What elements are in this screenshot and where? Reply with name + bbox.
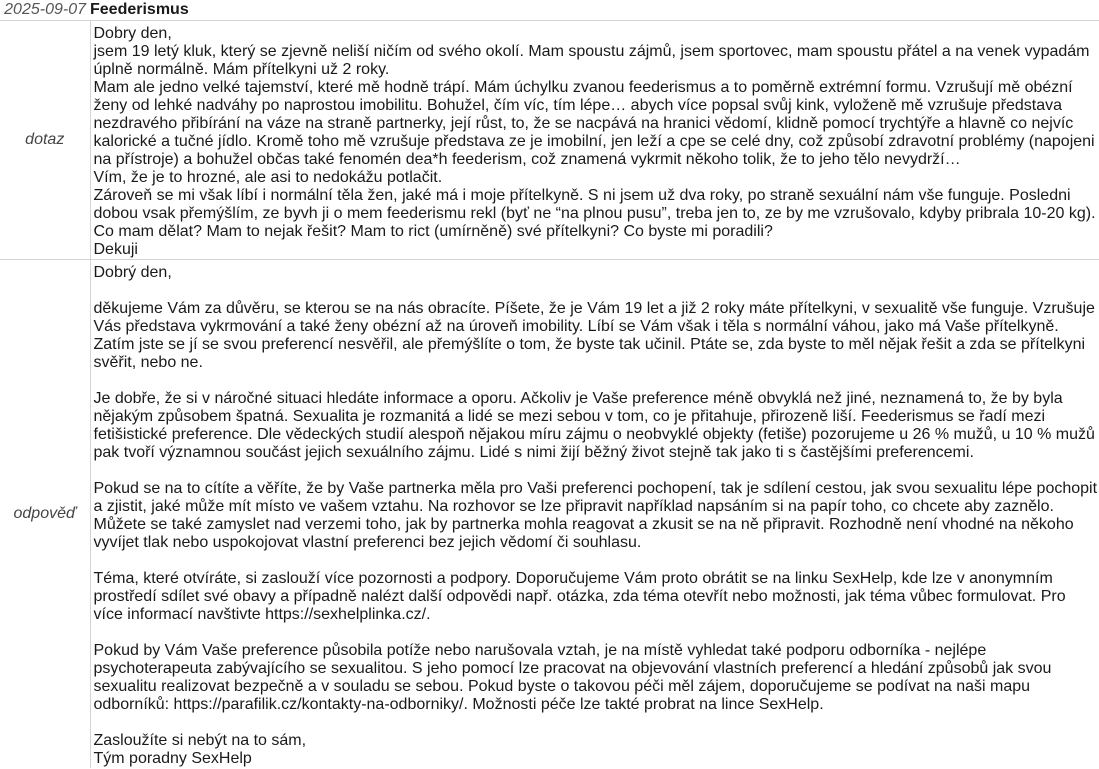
question-row	[0, 21, 1099, 260]
answer-paragraph: Téma, které otvíráte, si zaslouží více pozornosti a podpory. Doporučujeme Vám proto obrátit se na linku SexHelp, kde lze v anonymním prostředí sdílet své obavy a případně nalézt další odpovědi např. otázka, zda téma otevřít nebo možnosti, jak téma vůbec formulovat. Pro více informací navštivte https://sexhelplinka.cz/.	[93, 570, 1066, 623]
answer-body	[90, 260, 1099, 769]
question-line: Dekuji	[93, 241, 138, 258]
answer-row	[0, 260, 1099, 769]
question-body	[90, 21, 1099, 260]
answer-paragraph: Pokud se na to cítíte a věříte, že by Vaše partnerka měla pro Vaši preferenci pochopení, tak je sdílení cestou, jak svou sexualitu lépe pochopit a zjistit, jaké může mít místo ve vašem vztahu. Na rozhovor se lze připravit například napsáním si na papír toho, co chcete aby zaznělo. Můžete se také zamyslet nad verzemi toho, jak by partnerka mohla reagovat a zkusit se na ně připravit. Rozhodně není vhodné na někoho vyvíjet tlak nebo uspokojovat vlastní preferenci bez jejich vědomí či souhlasu.	[93, 480, 1098, 551]
question-line: jsem 19 letý kluk, který se zjevně neliší ničím od svého okolí. Mam spoustu zájmů, jsem sportovec, mam spoustu přátel a na venek vypadám úplně normálně. Mám přítelkyni už 2 roky.	[93, 43, 1090, 78]
header-row	[0, 0, 1099, 21]
question-line: Zároveň se mi však líbí i normální těla žen, jaké má i moje přítelkyně. S ni jsem už dva roky, po straně sexuální nám vše funguje. Posledni dobou vsak přemýšlím, ze byvh ji o mem feederismu rekl (byť ne “na plnou pusu”, treba jen to, ze by me vzrušovalo, kdyby pribrala 10-20 kg). Co mam dělat? Mam to nejak řešit? Mam to rict (umírněně) své přítelkyni? Co byste mi poradili?	[93, 187, 1096, 240]
answer-paragraph: Je dobře, že si v náročné situaci hledáte informace a oporu. Ačkoliv je Vaše preference méně obvyklá než jiné, neznamená to, že by byla nějakým způsobem špatná. Sexualita je rozmanitá a lidé se mezi sebou v tom, co je přitahuje, přirozeně liší. Feederismus se řadí mezi fetišistické preference. Dle vědeckých studií alespoň nějakou míru zájmu o neobvyklé objekty (fetiše) pozorujeme u 26 % mužů, u 10 % mužů pak tvoří významnou součást jejich sexuálního zájmu. Lidé s nimi žijí běžný život stejně tak jako ti s častějšími preferencemi.	[93, 390, 1095, 461]
question-line: Mam ale jedno velké tajemství, které mě hodně trápí. Mám úchylku zvanou feederismus a to poměrně extrémní formu. Vzrušují mě obézní ženy od lehké nadváhy po naprostou imobilitu. Bohužel, čím víc, tím lépe… abych více popsal svůj kink, vyloženě mě vzrušuje představa nezdravého přibírání na váze na straně partnerky, její růst, to, že se nacpává na hranici vědomí, klidně pomocí trychtýře a hlavně co nejvíc kalorické a tučné jídlo. Kromě toho mě vzrušuje představa ze je imobilní, jen leží a cpe se celé dny, což způsobí zdravotní problémy (napojeni na přístroje) a bohužel občas také fenomén dea*h feederism, což znamená vykrmit někoho tolik, že to jeho tělo nevydrží…	[93, 79, 1095, 168]
question-line: Vím, že je to hrozné, ale asi to nedokážu potlačit.	[93, 169, 443, 186]
question-line: Dobry den,	[93, 25, 172, 42]
question-date: 2025-09-07	[0, 0, 90, 21]
question-title: Feederismus	[90, 0, 1099, 21]
answer-greeting: Dobrý den,	[93, 264, 172, 281]
question-label: dotaz	[0, 21, 90, 260]
answer-signature: Tým poradny SexHelp	[93, 750, 252, 767]
answer-paragraph: děkujeme Vám za důvěru, se kterou se na nás obracíte. Píšete, že je Vám 19 let a již 2 roky máte přítelkyni, v sexualitě vše funguje. Vzrušuje Vás představa vykrmování a také ženy obézní až na úroveň imobility. Líbí se Vám však i těla s normální váhou, jako má Vaše přítelkyně. Zatím jste se jí se svou preferencí nesvěřil, ale přemýšlíte o tom, že byste tak učinil. Ptáte se, zda byste to měl nějak řešit a zda se přítelkyni svěřit, nebo ne.	[93, 300, 1095, 371]
answer-closing: Zasloužíte si nebýt na to sám,	[93, 732, 307, 749]
answer-label: odpověď	[0, 260, 90, 769]
answer-paragraph: Pokud by Vám Vaše preference působila potíže nebo narušovala vztah, je na místě vyhledat také podporu odborníka - nejlépe psychoterapeuta zabývajícího se sexualitou. S jeho pomocí lze pracovat na objevování vlastních preferencí a hledání způsobů jak svou sexualitu realizovat bezpečně a v souladu se sebou. Pokud byste o takovou péči měl zájem, doporučujeme se podívat na naši mapu odborníků: https://parafilik.cz/kontakty-na-odborniky/. Možnosti péče lze takté probrat na lince SexHelp.	[93, 642, 1052, 713]
